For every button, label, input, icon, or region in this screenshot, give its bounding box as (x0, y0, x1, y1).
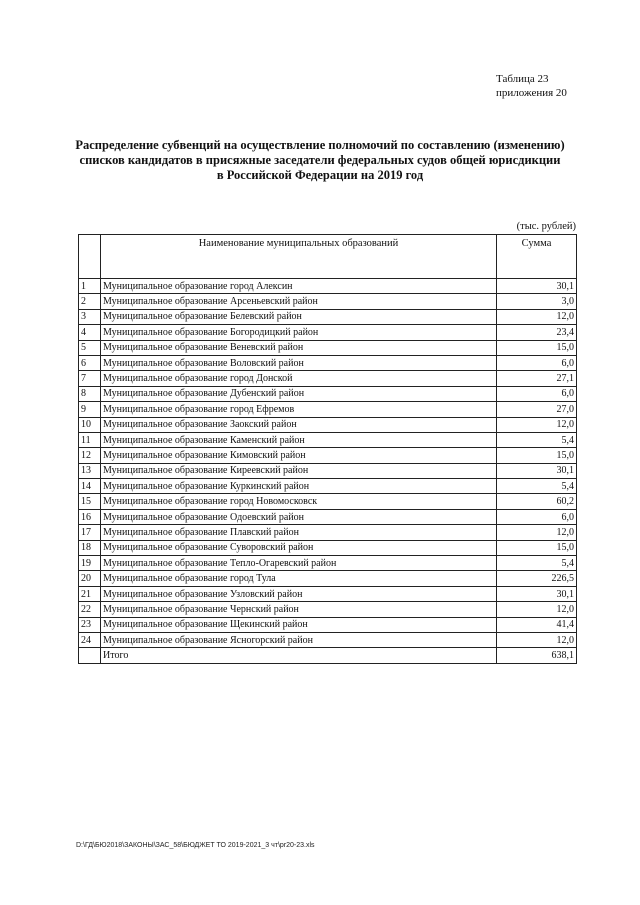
municipality-name: Муниципальное образование город Алексин (101, 279, 497, 294)
table-row (79, 432, 577, 447)
total-number-cell (79, 648, 101, 663)
table-row (79, 494, 577, 509)
municipality-name: Муниципальное образование Узловский район (101, 586, 497, 601)
subvention-sum: 15,0 (497, 340, 577, 355)
row-number: 15 (79, 494, 101, 509)
subvention-sum: 60,2 (497, 494, 577, 509)
row-number: 2 (79, 294, 101, 309)
row-number: 3 (79, 309, 101, 324)
subvention-sum: 12,0 (497, 632, 577, 647)
row-number: 22 (79, 602, 101, 617)
subvention-sum: 6,0 (497, 386, 577, 401)
municipality-name: Муниципальное образование Богородицкий район (101, 325, 497, 340)
total-row (79, 648, 577, 663)
table-row (79, 602, 577, 617)
subvention-sum: 5,4 (497, 432, 577, 447)
table-row (79, 340, 577, 355)
appendix-number: приложения 20 (496, 87, 567, 99)
row-number: 8 (79, 386, 101, 401)
document-title (40, 138, 600, 183)
subvention-sum: 27,0 (497, 402, 577, 417)
table-header-row (79, 235, 577, 279)
header-sum-cell: Сумма (497, 235, 577, 279)
title-line-3: в Российской Федерации на 2019 год (216, 168, 424, 182)
file-path-footer: D:\ГД\БЮ2018\ЗАКОНЫ\ЗАС_58\БЮДЖЕТ ТО 2019-2021_3 чт\pr20-23.xls (76, 842, 315, 849)
table-row (79, 402, 577, 417)
municipality-name: Муниципальное образование Куркинский район (101, 479, 497, 494)
row-number: 9 (79, 402, 101, 417)
subvention-sum: 23,4 (497, 325, 577, 340)
municipality-name: Муниципальное образование Каменский район (101, 432, 497, 447)
subvention-sum: 15,0 (497, 540, 577, 555)
table-row (79, 448, 577, 463)
municipality-name: Муниципальное образование город Ефремов (101, 402, 497, 417)
units-label: (тыс. рублей) (516, 221, 576, 232)
table-body (79, 279, 577, 648)
subvention-sum: 41,4 (497, 617, 577, 632)
row-number: 18 (79, 540, 101, 555)
distribution-table (78, 234, 577, 664)
subvention-sum: 5,4 (497, 479, 577, 494)
row-number: 14 (79, 479, 101, 494)
row-number: 5 (79, 340, 101, 355)
title-line-2: списков кандидатов в присяжные заседатели федеральных судов общей юрисдикции (79, 153, 561, 167)
table-row (79, 509, 577, 524)
municipality-name: Муниципальное образование Щекинский район (101, 617, 497, 632)
row-number: 4 (79, 325, 101, 340)
municipality-name: Муниципальное образование город Тула (101, 571, 497, 586)
table-row (79, 556, 577, 571)
subvention-sum: 12,0 (497, 602, 577, 617)
subvention-sum: 6,0 (497, 355, 577, 370)
row-number: 13 (79, 463, 101, 478)
table-row (79, 371, 577, 386)
table-row (79, 386, 577, 401)
municipality-name: Муниципальное образование Одоевский район (101, 509, 497, 524)
row-number: 20 (79, 571, 101, 586)
municipality-name: Муниципальное образование Дубенский район (101, 386, 497, 401)
row-number: 6 (79, 355, 101, 370)
table-row (79, 309, 577, 324)
municipality-name: Муниципальное образование Ясногорский район (101, 632, 497, 647)
subvention-sum: 5,4 (497, 556, 577, 571)
table-row (79, 525, 577, 540)
subvention-sum: 12,0 (497, 525, 577, 540)
table-row (79, 586, 577, 601)
subvention-sum: 12,0 (497, 417, 577, 432)
total-label: Итого (101, 648, 497, 663)
subvention-sum: 6,0 (497, 509, 577, 524)
row-number: 21 (79, 586, 101, 601)
municipality-name: Муниципальное образование Белевский район (101, 309, 497, 324)
table-row (79, 355, 577, 370)
subvention-sum: 15,0 (497, 448, 577, 463)
header-number-cell (79, 235, 101, 279)
municipality-name: Муниципальное образование Плавский район (101, 525, 497, 540)
municipality-name: Муниципальное образование Чернский район (101, 602, 497, 617)
title-line-1: Распределение субвенций на осуществление полномочий по составлению (изменению) (75, 138, 565, 152)
municipality-name: Муниципальное образование Арсеньевский район (101, 294, 497, 309)
row-number: 7 (79, 371, 101, 386)
row-number: 10 (79, 417, 101, 432)
row-number: 23 (79, 617, 101, 632)
table-row (79, 540, 577, 555)
subvention-sum: 30,1 (497, 279, 577, 294)
row-number: 1 (79, 279, 101, 294)
subvention-sum: 226,5 (497, 571, 577, 586)
table-row (79, 632, 577, 647)
table-row (79, 617, 577, 632)
municipality-name: Муниципальное образование Суворовский район (101, 540, 497, 555)
table-row (79, 279, 577, 294)
table-row (79, 463, 577, 478)
header-name-cell: Наименование муниципальных образований (101, 235, 497, 279)
subvention-sum: 12,0 (497, 309, 577, 324)
subvention-sum: 30,1 (497, 586, 577, 601)
municipality-name: Муниципальное образование Веневский район (101, 340, 497, 355)
row-number: 12 (79, 448, 101, 463)
municipality-name: Муниципальное образование город Новомосковск (101, 494, 497, 509)
municipality-name: Муниципальное образование Тепло-Огаревский район (101, 556, 497, 571)
total-sum: 638,1 (497, 648, 577, 663)
table-row (79, 479, 577, 494)
table-row (79, 294, 577, 309)
row-number: 17 (79, 525, 101, 540)
table-row (79, 417, 577, 432)
municipality-name: Муниципальное образование Воловский район (101, 355, 497, 370)
row-number: 19 (79, 556, 101, 571)
table-reference-note (496, 72, 616, 100)
municipality-name: Муниципальное образование Киреевский район (101, 463, 497, 478)
table-number: Таблица 23 (496, 73, 549, 85)
table-row (79, 325, 577, 340)
row-number: 24 (79, 632, 101, 647)
row-number: 16 (79, 509, 101, 524)
municipality-name: Муниципальное образование город Донской (101, 371, 497, 386)
subvention-sum: 30,1 (497, 463, 577, 478)
municipality-name: Муниципальное образование Заокский район (101, 417, 497, 432)
subvention-sum: 27,1 (497, 371, 577, 386)
subvention-sum: 3,0 (497, 294, 577, 309)
row-number: 11 (79, 432, 101, 447)
municipality-name: Муниципальное образование Кимовский район (101, 448, 497, 463)
table-row (79, 571, 577, 586)
